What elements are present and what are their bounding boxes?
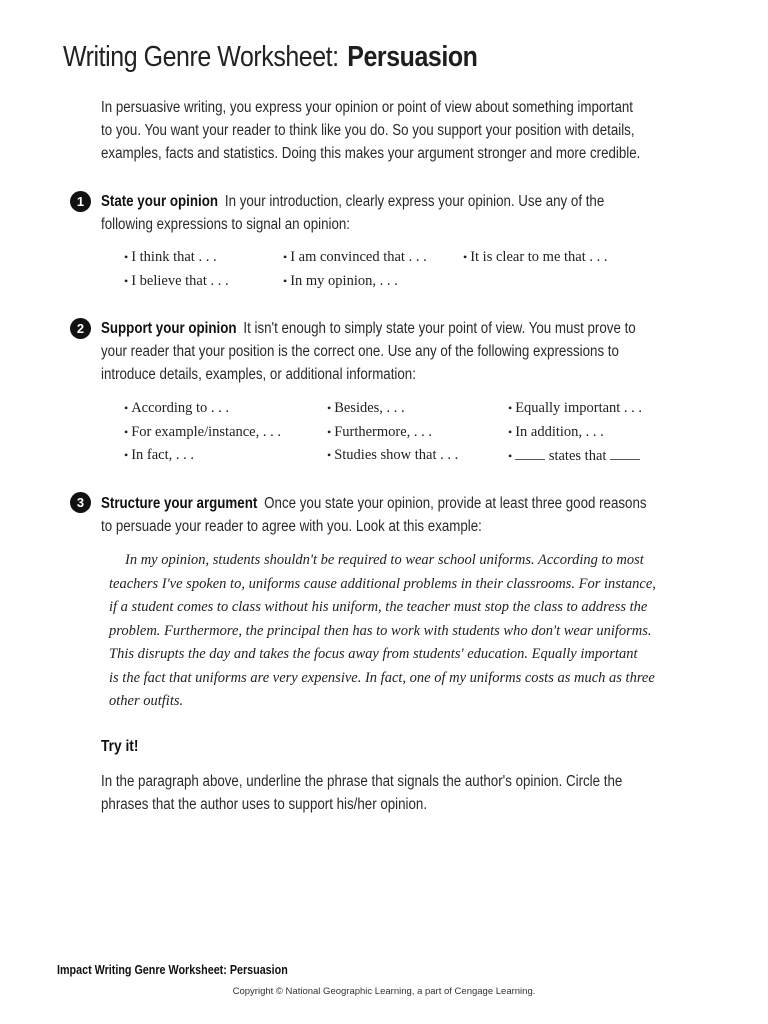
try-it-heading: Try it! [101, 738, 139, 755]
expression-item: • In fact, . . . [124, 447, 194, 464]
example-line: problem. Furthermore, the principal then has to work with students who don't wear uniforms. [109, 622, 652, 639]
expression-item: • Besides, . . . [327, 400, 405, 417]
section-text: to persuade your reader to agree with you. Look at this example: [101, 518, 482, 535]
page-title-genre: Persuasion [347, 41, 478, 73]
expression-item: • Furthermore, . . . [327, 424, 432, 441]
step-number-badge: 3 [70, 492, 91, 513]
footer-title: Impact Writing Genre Worksheet: Persuasion [57, 963, 288, 977]
try-it-instructions [101, 770, 741, 816]
expression-item: • I am convinced that . . . [283, 249, 427, 266]
section-text: your reader that your position is the correct one. Use any of the following expressions to [101, 343, 619, 360]
instruction-line: In the paragraph above, underline the phrase that signals the author's opinion. Circle the [101, 773, 623, 790]
instruction-line: phrases that the author uses to support his/her opinion. [101, 796, 428, 813]
example-line: teachers I've spoken to, uniforms cause additional problems in their classrooms. For instance, [109, 575, 656, 592]
expression-item: • I believe that . . . [124, 273, 229, 290]
intro-paragraph [101, 96, 721, 165]
example-paragraph [109, 549, 719, 714]
expression-item: • According to . . . [124, 400, 229, 417]
page-title [63, 41, 477, 74]
section-text: following expressions to signal an opinion: [101, 216, 350, 233]
intro-line: examples, facts and statistics. Doing this makes your argument stronger and more credible. [101, 145, 641, 162]
intro-line: to you. You want your reader to think like you do. So you support your position with details, [101, 122, 635, 139]
expression-item: • In my opinion, . . . [283, 273, 398, 290]
example-line: other outfits. [109, 693, 184, 709]
section-text: It isn't enough to simply state your point of view. You must prove to [243, 320, 636, 337]
section-structure-argument [101, 492, 741, 538]
fill-in-expression-item [508, 447, 640, 465]
expression-item: • I think that . . . [124, 249, 217, 266]
expression-item: • It is clear to me that . . . [463, 249, 608, 266]
step-number-badge: 1 [70, 191, 91, 212]
expression-item: • In addition, . . . [508, 424, 604, 441]
expression-item: • Studies show that . . . [327, 447, 458, 464]
intro-line: In persuasive writing, you express your opinion or point of view about something important [101, 99, 634, 116]
fill-in-text: states that [548, 448, 607, 464]
example-line: is the fact that uniforms are very expensive. In fact, one of my uniforms costs as much as three [109, 669, 655, 686]
expression-item: • For example/instance, . . . [124, 424, 281, 441]
copyright-notice: Copyright © National Geographic Learning, a part of Cengage Learning. [232, 986, 536, 997]
page-title-prefix: Writing Genre Worksheet: [63, 41, 339, 73]
section-heading: Support your opinion [101, 320, 237, 337]
section-text: In your introduction, clearly express your opinion. Use any of the [224, 193, 605, 210]
section-state-opinion [101, 190, 741, 236]
section-text: Once you state your opinion, provide at least three good reasons [264, 495, 647, 512]
step-number-badge: 2 [70, 318, 91, 339]
section-heading: Structure your argument [101, 495, 258, 512]
blank-line [515, 447, 545, 460]
section-heading: State your opinion [101, 193, 219, 210]
example-line: This disrupts the day and takes the focus away from students' education. Equally important [109, 646, 638, 662]
example-line: if a student comes to class without his uniform, the teacher must stop the class to address the [109, 599, 648, 615]
section-text: introduce details, examples, or additional information: [101, 366, 416, 383]
expression-item: • Equally important . . . [508, 400, 642, 417]
section-support-opinion [101, 317, 741, 386]
blank-line [610, 447, 640, 460]
example-line: In my opinion, students shouldn't be required to wear school uniforms. According to most [125, 552, 644, 568]
